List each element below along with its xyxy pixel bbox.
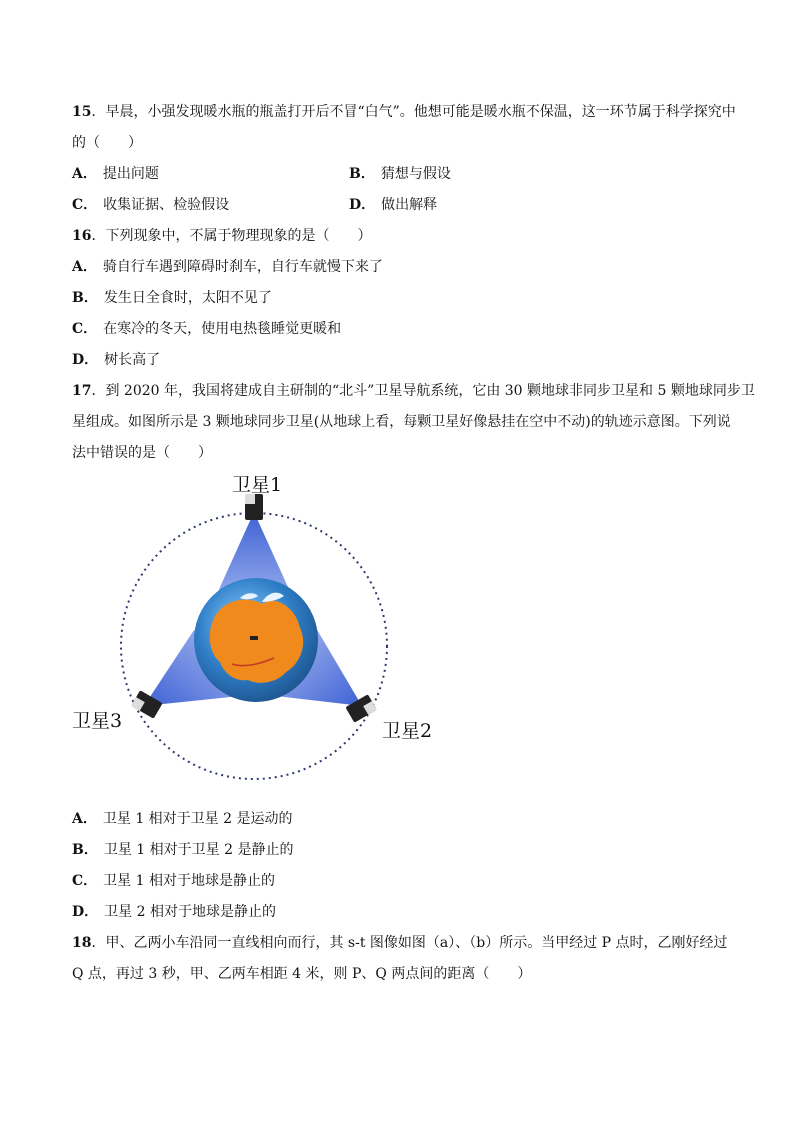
- q16-option-d[interactable]: D． 树长高了: [72, 352, 161, 368]
- q15-stem-line2: 的（ ）: [72, 135, 142, 151]
- satellite-1-icon: [245, 494, 263, 520]
- q16-stem-text: ．下列现象中，不属于物理现象的是（ ）: [91, 228, 372, 244]
- q15-option-d[interactable]: D． 做出解释: [349, 197, 438, 213]
- q15-option-a[interactable]: A． 提出问题: [72, 166, 159, 182]
- satellite-orbit-figure: [64, 468, 444, 788]
- q18-number: 18: [72, 935, 92, 951]
- q17-option-c[interactable]: C． 卫星 1 相对于地球是静止的: [72, 873, 275, 889]
- q15-option-c[interactable]: C． 收集证据、检验假设: [72, 197, 230, 213]
- q17-stem-line1: [72, 381, 755, 401]
- q18-stem-line1: [72, 933, 728, 953]
- q18-stem-line2: Q 点，再过 3 秒，甲、乙两车相距 4 米，则 P、Q 两点间的距离（ ）: [72, 966, 532, 982]
- satellite-3-label: 卫星3: [72, 710, 123, 732]
- q15-option-b[interactable]: B． 猜想与假设: [349, 166, 451, 182]
- q15-stem-text: ．早晨，小强发现暖水瓶的瓶盖打开后不冒“白气”。他想可能是暖水瓶不保温，这一环节属于科学探究中: [91, 104, 736, 120]
- q17-number: 17: [72, 383, 92, 399]
- q16-option-a[interactable]: A． 骑自行车遇到障碍时刹车，自行车就慢下来了: [72, 259, 383, 275]
- satellite-2-label: 卫星2: [382, 720, 433, 742]
- q18-stem-text: ．甲、乙两小车沿同一直线相向而行，其 s-t 图像如图（a）、（b）所示。当甲经过 P 点时，乙刚好经过: [91, 935, 728, 951]
- q16-option-b[interactable]: B． 发生日全食时，太阳不见了: [72, 290, 272, 306]
- q15-stem-line1: [72, 102, 736, 122]
- q17-option-b[interactable]: B． 卫星 1 相对于卫星 2 是静止的: [72, 842, 294, 858]
- q17-option-d[interactable]: D． 卫星 2 相对于地球是静止的: [72, 904, 276, 920]
- satellite-1-label: 卫星1: [232, 474, 283, 496]
- q17-stem-text: ．到 2020 年，我国将建成自主研制的“北斗”卫星导航系统，它由 30 颗地球非同步卫星和 5 颗地球同步卫: [91, 383, 755, 399]
- q16-stem-line1: [72, 226, 371, 246]
- q17-stem-line3: 法中错误的是（ ）: [72, 445, 212, 461]
- q16-number: 16: [72, 228, 92, 244]
- q17-option-a[interactable]: A． 卫星 1 相对于卫星 2 是运动的: [72, 811, 293, 827]
- q15-number: 15: [72, 104, 92, 120]
- earth-globe: [194, 578, 318, 702]
- q16-option-c[interactable]: C． 在寒冷的冬天，使用电热毯睡觉更暖和: [72, 321, 342, 337]
- q17-stem-line2: 星组成。如图所示是 3 颗地球同步卫星(从地球上看，每颗卫星好像悬挂在空中不动)的轨迹示意图。下列说: [72, 414, 731, 430]
